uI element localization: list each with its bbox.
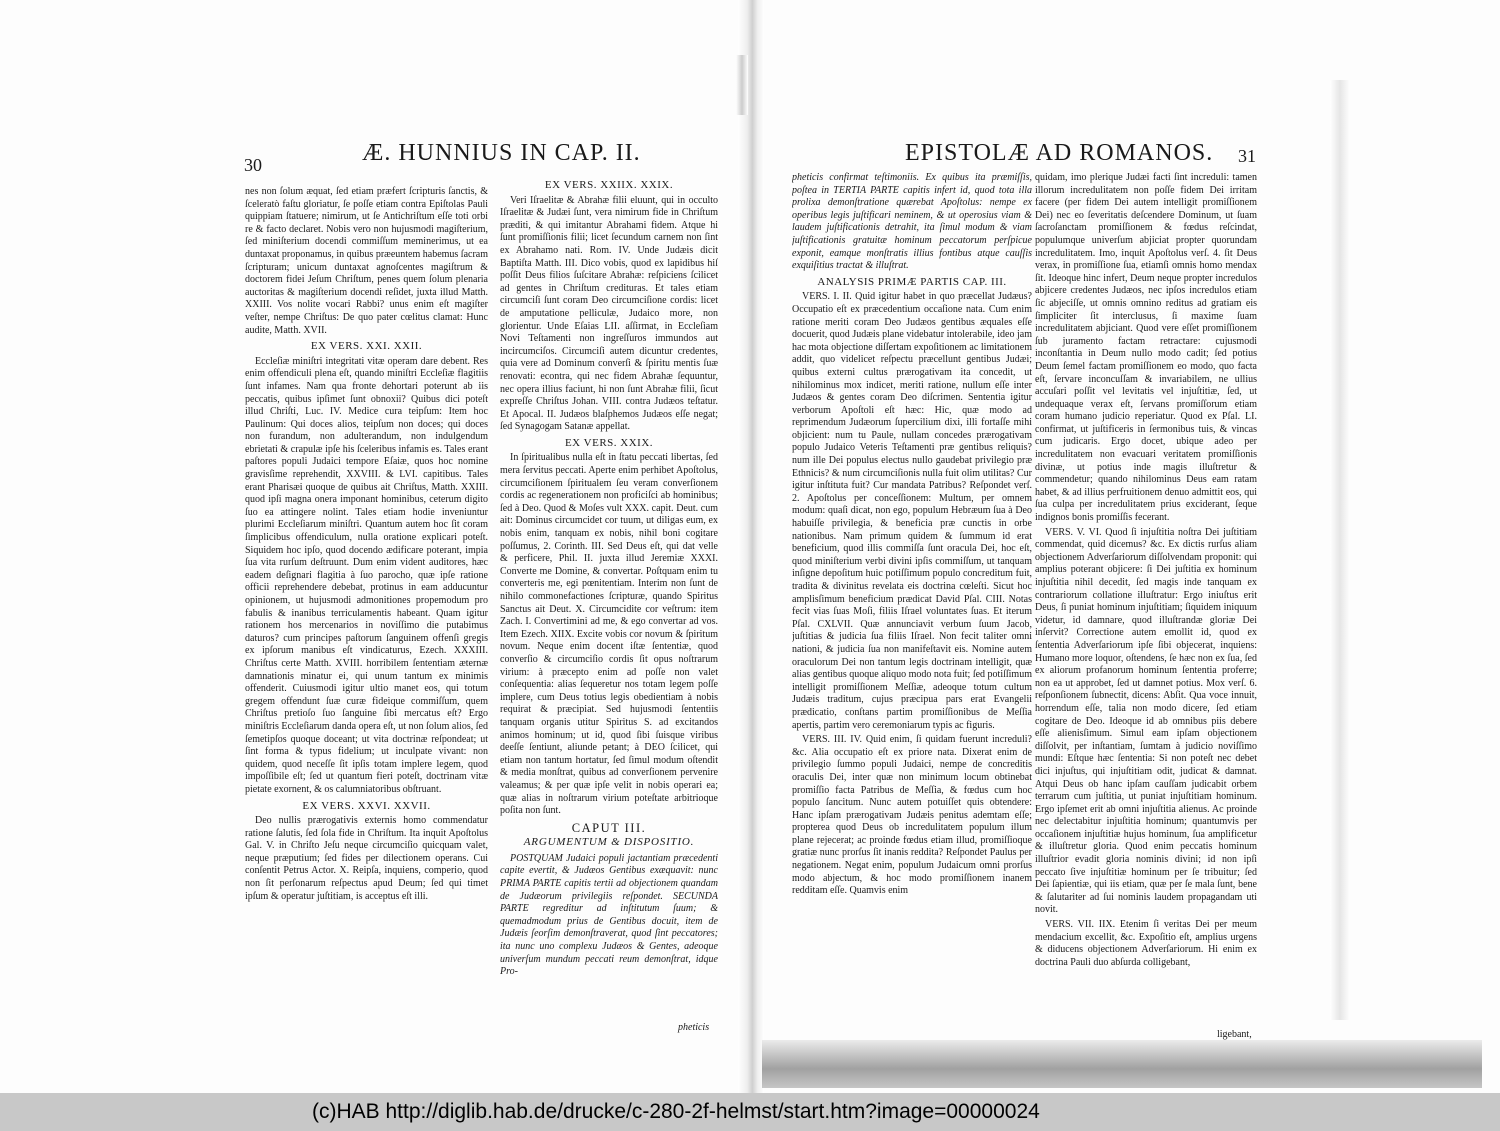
chapter-subheading: ARGUMENTUM & DISPOSITIO. (523, 836, 695, 849)
paragraph: Deo nullis prærogativis externis homo commendatur ratione ſalutis, ſed ſola fide in Chriſtum. Ita inquit Apoſtolus Gal. V. in Chriſto Jeſu neque circumciſio quicquam valet, neque præputium; ſed fides per dilectionem operans. Cui conſentit Petrus Actor. X. Reipſa, inquiens, comperio, quod non ſit perſonarum reſpectus apud Deum; ſed qui timet ipſum & operatur juſtitiam, is acceptus eſt illi. (245, 815, 488, 902)
paragraph: VERS. VII. IIX. Etenim ſi veritas Dei per meum mendacium excellit, &c. Expoſitio eſt, amplius urgens & diducens objectionem Adverſariorum. Hi enim ex doctrina Pauli duo abſurda colligebant, (1035, 919, 1257, 968)
page-bottom-shadow (762, 1040, 1482, 1088)
page-edge-shadow (1330, 80, 1350, 1020)
paragraph: VERS. V. VI. Quod ſi injuſtitia noſtra Dei juſtitiam commendat, quid dicemus? &c. Ex dictis rurſus aliam objectionem Adverſariorum diſſolvendam proponit: qui amplius poterant objicere: ſi Dei juſtitia ex hominum injuſtitia nihil decedit, ſed magis inde tanquam ex contrariorum collatione illuſtratur: Ergo iniuſtus erit Deus, ſi puniat hominum injuſtitiam; ſiquidem iniquum videtur, id damnare, quod illuſtrandæ gloriæ Dei inſervit? Correctione autem emollit id, quod ex ſententia Adverſariorum ipſe ſibi objecerat, inquiens: Humano more loquor, oſtendens, ſe hæc non ex ſua, ſed ex aliorum profanorum hominum ſententia proferre; non ea ut approbet, ſed ut damnet potius. Mox verſ. 6. reſponſionem ſubnectit, dicens: Abſit. Qua voce innuit, horrendum eſſe, talia non modo dicere, ſed etiam cogitare de Deo. Ideoque id ab omnibus piis debere eſſe alienisſimum. Simul eam ipſam objectionem diſſolvit, per inſtantiam, ſumtam à judicio noviſſimo mundi: Eſtque hæc ſententia: Si non poteſt nec debet dici injuſtus, qui injuſtitiam odit, judicat & damnat. Atqui Deus ob hanc ipſam cauſſam judicabit orbem terrarum cum juſtitia, ut puniat injuſtitiam hominum. Ergo ipſemet erit ab omni injuſtitia alienus. Ac proinde nec delectabitur injuſtitia hominum; quantumvis per occaſionem injuſtitiæ hujus hominum, ſua amplificetur & illuſtretur gloria. Quod enim peccatis hominum illuſtrior evadit gloria nominis divini; id non ipſi peccato ſive injuſtitiæ hominum per ſe tribuitur; ſed Dei ſapientiæ, qui iis etiam, quæ per ſe mala ſunt, bene & ſalutariter ad ſui nominis laudem propagandam uti novit. (1035, 526, 1257, 916)
catchword-left: pheticis (678, 1022, 710, 1033)
book-gutter (738, 0, 764, 1093)
right-column-2 (1035, 172, 1257, 1032)
paragraph: Veri Iſraelitæ & Abrahæ filii eluunt, qui in occulto Iſraelitæ & Judæi ſunt, vera nimirum fide in Chriſtum præditi, & qui imitantur Abrahami fidem. Atque hi ſunt promiſſionis filii; licet ſecundum carnem non ſint ex Abrahamo nati. Rom. IV. Unde Judæis dicit Baptiſta Matth. III. Dico vobis, quod ex lapidibus hiſ poſſit Deus filios ſuſcitare Abrahæ: reſpiciens ſcilicet ad gentes in Chriſtum credituras. Et tales etiam circumciſi ſunt coram Deo circumciſione cordis: licet de amputatione pelliculæ, Judaico more, non glorientur. Unde Eſaias LII. aſſirmat, in Eccleſiam Novi Teſtamenti non ingreſſuros immundos aut incircumciſos. Circumciſi autem dicuntur credentes, quia vere ad Dominum converſi & ſpiritu mentis ſuæ renovati: econtra, qui nec fidem Abrahæ ſequuntur, nec opera illius faciunt, hi non ſunt Abrahæ filii, ſicut expreſſe Chriſtus Johan. VIII. contra Judæos teſtatur. Et Apocal. II. Judæos blaſphemos Judæos eſſe negat; ſed Synagogam Satanæ appellat. (500, 194, 718, 433)
paragraph: pheticis confirmat teſtimoniis. Ex quibus ita præmiſſis, poſtea in TERTIA PARTE capitis infert id, quod tota illa prolixa demonſtratione quærebat Apoſtolus: nempe ex operibus legis juſtificari neminem, & ut operosius viam & laudem juſtificationis detrahit, ita ſimul modum & viam juſtificationis gratuitæ hominum peccatorum perſpicue exponit, eamque monſtratis illius fontibus atque cauſſis exquiſitius tractat & illuſtrat. (792, 172, 1032, 272)
paragraph: POSTQUAM Judaici populi jactantiam præcedenti capite evertit, & Judæos Gentibus exæquavit: nunc PRIMA PARTE capitis tertii ad objectionem quandam de Judæorum privilegiis reſpondet. SECUNDA PARTE regreditur ad inſtitutum ſuum; & quemadmodum prius de Gentibus docuit, item de Judæis ſeorſim demonſtraverat, quod ſint peccatores; ita nunc uno complexu Judæos & Gentes, adeoque univerſum mundum peccati reum demonſtrat, idque Pro- (500, 852, 718, 978)
paragraph: VERS. I. II. Quid igitur habet in quo præcellat Judæus? Occupatio eſt ex præcedentium occaſione nata. Cum enim ratione meriti coram Deo Judæos gentibus æquales eſſe docuerit, quod Judæis plane videbatur intolerabile, ideo jam hac mota objectione diſſertam expoſitionem ac limitationem addit, quo videlicet reſpectu præcellunt gentibus Judæi; quibus externi cultus prærogativam ita concedit, ut nihilominus mox indicet, meriti ratione, nullum eſſe inter Judæos & gentes coram Deo diſcrimen. Sententia igitur verborum Apoſtoli eſt hæc: Hic, quæ modo ad reprimendum Judæorum ſupercilium dixi, illi fortaſſe mihi objicient: num tu Paule, nullam concedes prærogativam populo Judaico Veteris Teſtamenti præ gentibus reliquis? num ille Dei populus electus nullo gaudebat privilegio præ Ethnicis? & num circumciſionis nulla fuit olim utilitas? Cur igitur inſtituta fuit? Cur mandata Patribus? Reſpondet verſ. 2. Apoſtolus per conceſſionem: Multum, per omnem modum: quaſi dicat, non ego, populum Hebræum ſua à Deo habuiſſe privilegia, & beneficia præ cunctis in orbe nationibus. Nam primum quidem & ſummum id erat beneficium, quod illis commiſſa ſunt oracula Dei, hoc eſt, quod miniſterium verbi divini ipſis commiſſum, ut tanquam inſigne depoſitum huic potiſſimum populo concreditum fuit, tradita & divinitus revelata eis doctrina cœleſti. Sicut hoc amplisſimum beneficium prædicat David Pſal. CIII. Notas fecit vias ſuas Moſi, filiis Iſrael voluntates ſuas. Et iterum Pſal. CXLVII. Quæ annunciavit verbum ſuum Jacob, juſtitias & judicia ſua filiis Iſrael. Non fecit taliter omni nationi, & judicia ſua non manifeſtavit eis. Nomine autem oraculorum Dei non tantum legis doctrinam intelligit, quæ alias gentibus quoque aliquo modo nota fuit; ſed potiſſimum intelligit promiſſionem Meſſiæ, adeoque totum cultum Judæis traditum, cujus præcipua pars erat Evangelii prædicatio, conſtans partim promiſſionibus de Meſſia apertis, partim vero ceremoniarum typis ac figuris. (792, 291, 1032, 731)
paragraph: VERS. III. IV. Quid enim, ſi quidam fuerunt increduli? &c. Alia occupatio eſt ex priore nata. Dixerat enim de privilegio ſummo populi Judaici, nempe de concreditis oraculis Dei, inter quæ non minimum locum obtinebat promiſſio facta Patribus de Meſſia, & fœdus cum hoc populo ſancitum. Nunc autem potuiſſet quis obtendere: Hanc ipſam prærogativam Judæis penitus ademtam eſſe; propterea quod Deus ob incredulitatem populum illum plane rejecerat; ac proinde fœdus etiam illud, promiſſioque gratiæ nunc prorſus ſit inanis reddita? Reſpondet Paulus per negationem. Negat enim, populum Judaicum omni prorſus modo abjectum, & hoc modo promiſſionem inanem redditam eſſe. Quamvis enim (792, 734, 1032, 897)
section-heading: EX VERS. XXI. XXII. (310, 340, 423, 353)
catchword-right: ligebant, (1217, 1029, 1252, 1040)
copyright-footer: (c)HAB http://diglib.hab.de/drucke/c-280-2f-helmst/start.htm?image=00000024 (0, 1093, 1500, 1131)
page-number-right: 31 (1238, 146, 1256, 166)
paragraph: Eccleſiæ miniſtri integritati vitæ operam dare debent. Res enim offendiculi plena eſt, quando miniſtri Eccleſiæ flagitiis ſunt infames. Nam qua fronte dehortari poterunt ab iis peccatis, quibus ipſimet ſunt obnoxii? Quibus dici poteſt illud Chriſti, Luc. IV. Medice cura teipſum: Item hoc Paulinum: Qui doces alios, teipſum non doces; qui doces non furandum, non adulterandum, non indulgendum ebrietati & crapulæ ipſe his ſceleribus infamis es. Tales erant paſtores populi Judaici tempore Eſaiæ, quos hoc nomine gravisſime reprehendit, XXVIII. & LVI. capitibus. Tales erant Pharisæi quoque de quibus ait Chriſtus, Matth. XXIII. quod ipſi magna onera imponant hominibus, ceterum digito ſuo ea attingere nolint. Tales etiam hodie inveniuntur plurimi Eccleſiarum miniſtri. Quantum autem hoc ſit coram ſimplicibus offendiculum, nulla oratione explicari poteſt. Siquidem hoc ipſo, quod docendo ædificare poterant, impia ſua vita rurſum deſtruunt. Dum enim vident auditores, hæc eadem deſignari flagitia à ſuo parocho, quæ ipſe ratione officii reprehendere debebat, protinus in eam adducuntur opinionem, ut hujusmodi admonitiones propemodum pro fabulis & inanibus terriculamentis habeant. Quam igitur rationem hos mercenarios in noviſſimo die putabimus daturos? cum principes paſtorum ſanguinem offenſi gregis ex ipſorum manibus eſt vindicaturus, Ezech. XXXIII. Chriſtus certe Matth. XVIII. horribilem ſententiam æternæ damnationis minatur ei, qui unum tantum ex minimis offenderit. Cuiusmodi igitur ultio manet eos, qui totum gregem offendunt ſuæ curæ fideique commiſſum, quem Chriſtus pretioſo ſuo ſanguine ſibi mercatus eſt? Ergo miniſtris Eccleſiarum danda opera eſt, ut non ſolum alios, ſed ſemetipſos quoque doceant; ut vita doctrinæ reſpondeat; ut ſint forma & typus fidelium; ut inculpate vivant: non quidem, quod neceſſe ſit ipſis totam implere legem, quod impoſſibile eſt; ſed ut quantum fieri poteſt, doctrinam vitæ pietate exornent, & os calumniatoribus obſtruant. (245, 355, 488, 795)
paragraph: nes non ſolum æquat, ſed etiam præfert ſcripturis ſanctis, & ſceleratò faſtu gloriatur, ſe poſſe etiam contra Epiſtolas Pauli quippiam ſtatuere; nimirum, ut ſe Antichriſtum eſſe toti orbi re & facto declaret. Nobis vero non hujusmodi magiſterium, ſed miniſterium docendi commiſſum meminerimus, ut ea duntaxat proponamus, in quibus præeuntem habemus ſacram ſcripturam; unicum duntaxat agnoſcentes magiſtrum & doctorem fidei Jeſum Chriſtum, penes quem ſolum plenaria auctoritas & magiſterium docendi reſidet, juxta illud Matth. XXIII. Vos nolite vocari Rabbi? unus enim eſt magiſter veſter, nempe Chriſtus: De quo pater cœlitus clamat: Hunc audite, Matth. XVII. (245, 186, 488, 336)
section-heading: EX VERS. XXIX. (564, 436, 654, 449)
section-heading: ANALYSIS PRIMÆ PARTIS CAP. III. (817, 275, 1007, 288)
section-heading: EX VERS. XXIIX. XXIX. (544, 179, 674, 191)
running-head-left: Æ. HUNNIUS IN CAP. II. (362, 140, 641, 166)
page-number-left: 30 (244, 155, 262, 175)
chapter-heading: CAPUT III. (571, 820, 647, 835)
running-head-right: EPISTOLÆ AD ROMANOS. (905, 140, 1214, 166)
section-heading: EX VERS. XXVI. XXVII. (302, 799, 431, 812)
paragraph: quidam, imo plerique Judæi facti ſint increduli: tamen illorum incredulitatem non poſſe fidem Dei irritam facere (per fidem Dei autem intelligit promiſſionem Dei) nec eo ſeveritatis deſcendere Dominum, ut ſuam ſacroſanctam promiſſionem & fœdus reſcindat, populumque univerſum abjiciat propter quorundam incredulitatem. Imo, inquit Apoſtolus verſ. 4. ſit Deus verax, in promiſſione ſua, etiamſi omnis homo mendax ſit. Ideoque hinc infert, Deum neque propter incredulos abjicere credentes Judæos, nec ipſos incredulos etiam ſic abjeciſſe, ut omnis omnino reditus ad gratiam eis ſimpliciter ſit interclusus, ſi maxime ſuam incredulitatem abjiciant. Quod vere eſſet promiſſionem ſub juramento factam retractare: cujusmodi inconſtantia in Deum nullo modo cadit; ſed potius Deum ſemel factam promiſſionem eo modo, quo facta eſt, ſervare inconcuſſam & invariabilem, ne ullius accuſari poſſit vel levitatis vel injuſtitiæ, ſed, ut undequaque verax eſt, ſervans promiſſorum etiam coram humano judicio reperiatur. Quod ex Pſal. LI. confirmat, ut juſtificeris in ſermonibus tuis, & vincas cum judicaris. Ergo docet, ubique adeo per incredulitatem non evacuari veritatem promiſſionis divinæ, ut potius inde magis illuſtretur & commendetur; quando nihilominus Deus eam ratam habet, & ad illius perfruitionem denuo admittit eos, qui ſua culpa per incredulitatem prius exciderant, ſeque indignos bonis promiſſis fecerant. (1035, 172, 1257, 524)
left-column-1 (245, 186, 488, 1016)
right-column-1 (792, 172, 1032, 1032)
spine-shadow-top (736, 55, 748, 115)
left-column-2 (500, 176, 718, 1031)
paragraph: In ſpiritualibus nulla eſt in ſtatu peccati libertas, ſed mera ſervitus peccati. Aperte enim perhibet Apoſtolus, circumciſionem ſpiritualem ſeu veram converſionem cordis ac regenerationem non proficiſci ab hominibus; ſed à Deo. Quod & Moſes vult XXX. capit. Deut. cum ait: Dominus circumcidet cor tuum, ut diligas eum, ex nobis enim, tanquam ex nobis, nihil boni cogitare poſſumus, 2. Corinth. III. Sed Deus eſt, qui dat velle & perficere, Phil. II. juxta illud Jeremiæ XXXI. Converte me Domine, & convertar. Poſtquam enim tu converteris me, egi pœnitentiam. Interim non ſunt de nihilo commonefactiones ſcripturæ, quando Spiritus Sanctus ait Deut. X. Circumcidite cor veſtrum: item Zach. I. Convertimini ad me, & ego convertar ad vos. Item Ezech. XIIX. Excite vobis cor novum & ſpiritum novum. Neque enim docent iſtæ ſententiæ, quod converſio & circumciſio cordis ſit opus noſtrarum virium: à præcepto enim ad poſſe non valet conſequentia: alias ſequeretur nos totam legem poſſe implere, cum Deus totius legis obedientiam à nobis requirat & præcipiat. Sed hujusmodi ſententiis tanquam organis utitur Spiritus S. ad excitandos animos hominum; ut id, quod ſibi ſuisque viribus deeſſe ſentiunt, aliunde petant; à DEO ſcilicet, qui etiam non tantum hortatur, ſed ſimul modum oſtendit & media monſtrat, quibus ad converſionem pervenire valeamus; & per quæ ipſe velit in nobis operari ea; quæ alias in noſtrarum virium poteſtate arbitrioque poſita non ſunt. (500, 452, 718, 817)
